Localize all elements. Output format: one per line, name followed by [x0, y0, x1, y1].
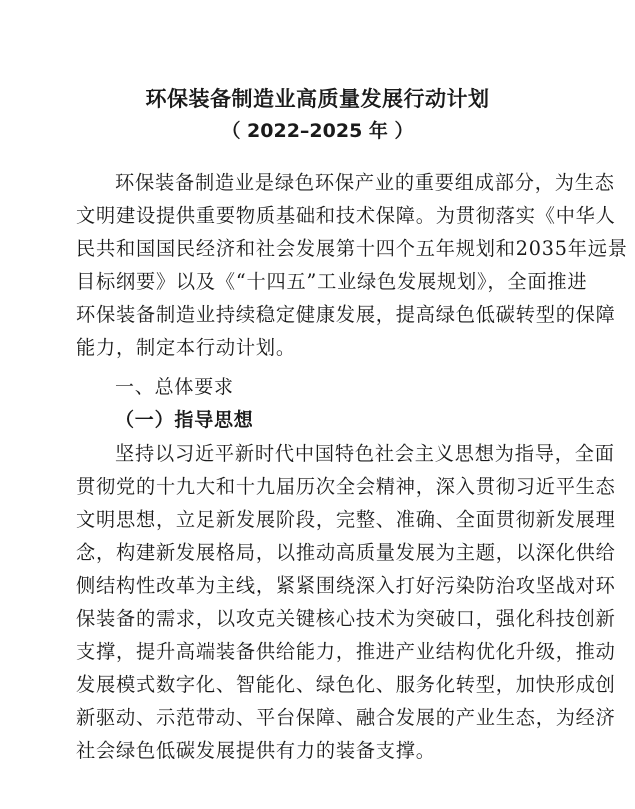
- guiding-line: 贯彻党的十九大和十九届历次全会精神，深入贯彻习近平生态: [76, 475, 616, 498]
- guiding-line: 支撑，提升高端装备供给能力，推进产业结构优化升级，推动: [76, 640, 616, 663]
- document-title: 环保装备制造业高质量发展行动计划: [145, 87, 490, 111]
- intro-line: 环保装备制造业是绿色环保产业的重要组成部分，为生态: [115, 171, 615, 194]
- guiding-line: 念，构建新发展格局，以推动高质量发展为主题，以深化供给: [76, 541, 616, 564]
- guiding-thought-paragraph: [76, 437, 616, 767]
- document-subtitle: （ 2022–2025 年 ）: [221, 120, 414, 142]
- guiding-line: 社会绿色低碳发展提供有力的装备支撑。: [76, 739, 436, 762]
- intro-line: 能力，制定本行动计划。: [76, 336, 296, 359]
- guiding-line: 新驱动、示范带动、平台保障、融合发展的产业生态，为经济: [76, 706, 616, 729]
- intro-paragraph: [76, 166, 628, 364]
- guiding-line: 保装备的需求，以攻克关键核心技术为突破口，强化科技创新: [76, 607, 616, 630]
- intro-line: 文明建设提供重要物质基础和技术保障。为贯彻落实《中华人: [76, 204, 616, 227]
- section-heading-general-requirements: 一、总体要求: [115, 376, 234, 398]
- subsection-heading-guiding-thought: （一）指导思想: [115, 409, 254, 431]
- guiding-line: 发展模式数字化、智能化、绿色化、服务化转型，加快形成创: [76, 673, 616, 696]
- intro-line: 民共和国国民经济和社会发展第十四个五年规划和2035年远景: [76, 237, 628, 260]
- intro-line: 环保装备制造业持续稳定健康发展，提高绿色低碳转型的保障: [76, 303, 616, 326]
- guiding-line: 坚持以习近平新时代中国特色社会主义思想为指导，全面: [115, 442, 615, 465]
- intro-line: 目标纲要》以及《“十四五”工业绿色发展规划》，全面推进: [76, 270, 588, 293]
- guiding-line: 侧结构性改革为主线，紧紧围绕深入打好污染防治攻坚战对环: [76, 574, 616, 597]
- guiding-line: 文明思想，立足新发展阶段，完整、准确、全面贯彻新发展理: [76, 508, 616, 531]
